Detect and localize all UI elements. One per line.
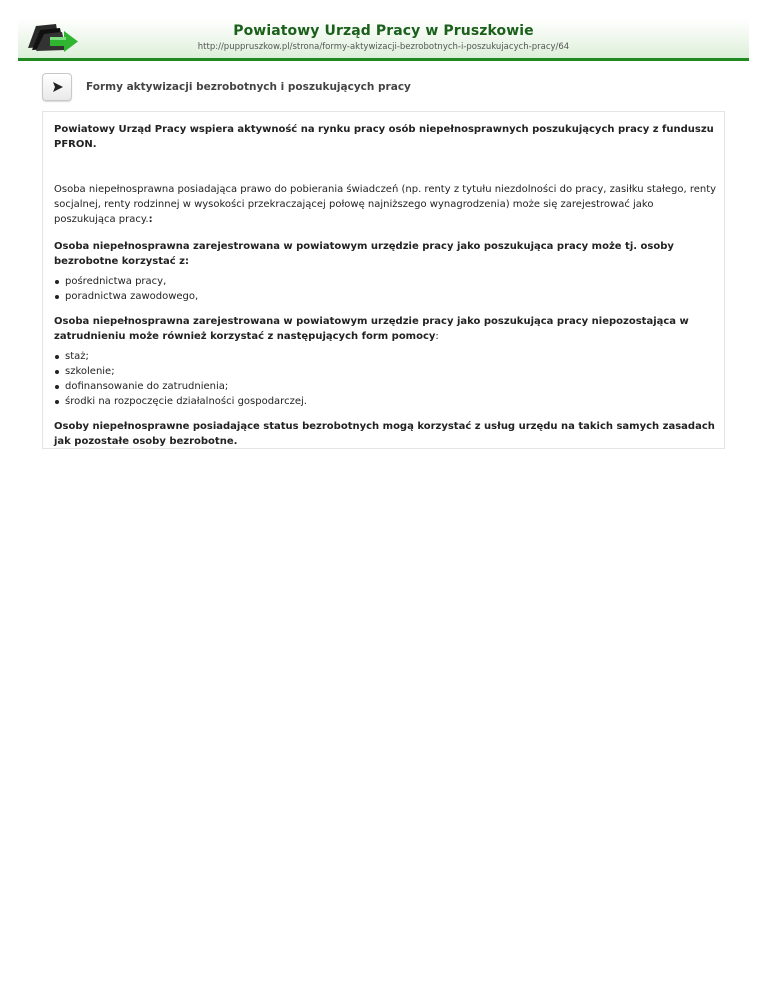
section-title: Formy aktywizacji bezrobotnych i poszukujących pracy — [86, 81, 411, 93]
registered-heading: Osoba niepełnosprawna zarejestrowana w powiatowym urzędzie pracy jako poszukująca pracy może tj. osoby bezrobotne korzystać z: — [54, 241, 674, 267]
site-title: Powiatowy Urząd Pracy w Pruszkowie — [233, 23, 534, 39]
closing-paragraph: Osoby niepełnosprawne posiadające status bezrobotnych mogą korzystać z usług urzędu na takich samych zasadach jak pozostałe osoby bezrobotne. — [54, 421, 715, 447]
list-item: szkolenie; — [54, 364, 718, 379]
play-arrow-icon — [52, 81, 64, 93]
section-header — [42, 73, 722, 103]
list-item: dofinansowanie do zatrudnienia; — [54, 379, 718, 394]
article-heading: Powiatowy Urząd Pracy wspiera aktywność na rynku pracy osób niepełnosprawnych poszukujących pracy z funduszu PFRON. — [54, 124, 714, 150]
list-item: środki na rozpoczęcie działalności gospodarczej. — [54, 394, 718, 409]
list-item: poradnictwa zawodowego, — [54, 289, 718, 304]
unemployed-paragraph — [54, 314, 718, 344]
intro-text: Osoba niepełnosprawna posiadająca prawo do pobierania świadczeń (np. renty z tytułu niezdolności do pracy, zasiłku stałego, renty socjalnej, renty rodzinnej w wysokości przekraczającej połowę najniższego wynagrodzenia) może się zarejestrować jako poszukująca pracy. — [54, 184, 717, 225]
intro-suffix: : — [148, 214, 153, 225]
registered-list — [54, 274, 718, 304]
unemployed-heading: Osoba niepełnosprawna zarejestrowana w powiatowym urzędzie pracy jako poszukująca pracy niepozostająca w zatrudnieniu może również korzystać z następujących form pomocy — [54, 316, 689, 342]
intro-paragraph — [54, 182, 718, 227]
section-arrow-button[interactable] — [42, 73, 72, 101]
unemployed-list — [54, 349, 718, 409]
site-header — [18, 18, 749, 61]
content-panel — [42, 111, 725, 449]
page-url[interactable]: http://puppruszkow.pl/strona/formy-aktywizacji-bezrobotnych-i-poszukujacych-pracy/64 — [197, 42, 570, 52]
unemployed-suffix: : — [435, 331, 439, 342]
article-content — [54, 122, 718, 449]
list-item: pośrednictwa pracy, — [54, 274, 718, 289]
list-item: staż; — [54, 349, 718, 364]
